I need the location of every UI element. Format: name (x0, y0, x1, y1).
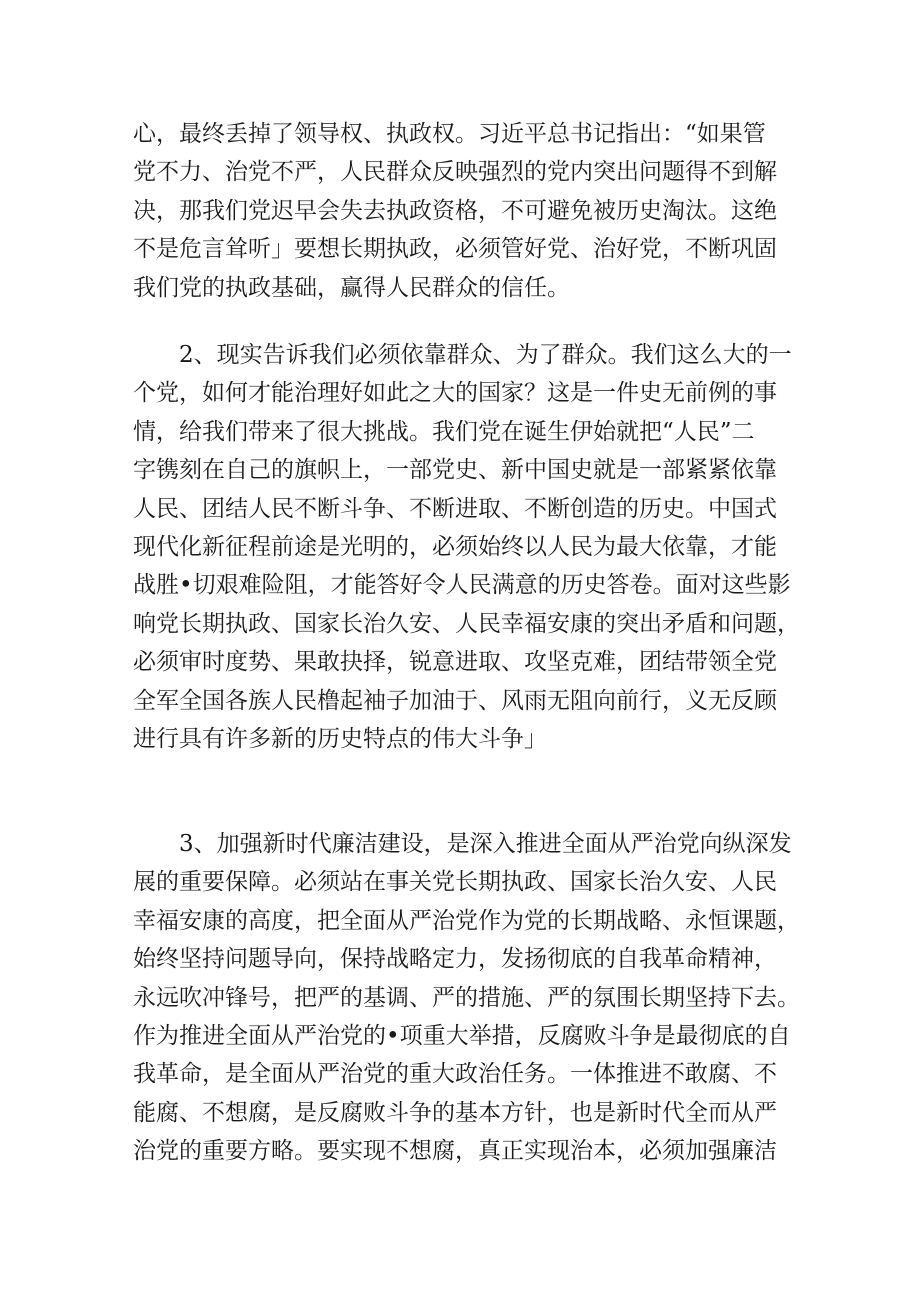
text-line: 党不力、治党不严，人民群众反映强烈的党内突出问题得不到解 (133, 159, 777, 186)
text-line: 个党，如何才能治理好如此之大的国家？这是一件史无前例的事 (133, 380, 777, 407)
paragraph-3 (133, 825, 803, 1171)
text-line: 始终坚持问题导向，保持战略定力，发扬彻底的自我革命精神， (133, 946, 777, 973)
text-line: 2、现实告诉我们必须依靠群众、为了群众。我们这么大的一 (179, 342, 792, 368)
paragraph-1 (133, 115, 803, 307)
text-line: 现代化新征程前途是光明的，必须始终以人民为最大依靠，才能 (133, 533, 777, 560)
text-line: 必须审时度势、果敢抉择，锐意进取、攻坚克难，团结带领全党 (133, 649, 777, 676)
text-line: 不是危言耸听」要想长期执政，必须管好党、治好党，不断巩固 (133, 236, 777, 263)
text-line: 战胜•切艰难险阻，才能答好令人民满意的历史答卷。面对这些影 (133, 572, 791, 599)
text-line: 能腐、不想腐，是反腐败斗争的基本方针，也是新时代全而从严 (133, 1099, 777, 1126)
text-line: 展的重要保障。必须站在事关党长期执政、国家长治久安、人民 (133, 869, 777, 896)
text-line: 心，最终丢掉了领导权、执政权。习近平总书记指出：“如果管 (133, 121, 766, 147)
text-line: 情，给我们带来了很大挑战。我们党在诞生伊始就把“人民”二 (133, 418, 755, 445)
text-line: 进行具有许多新的历史特点的伟大斗争」 (133, 725, 547, 752)
text-line: 幸福安康的高度，把全面从严治党作为党的长期战略、永恒课题， (133, 907, 800, 934)
text-line: 永远吹冲锋号，把严的基调、严的措施、严的氛围长期坚持下去。 (133, 984, 800, 1011)
text-line: 作为推进全面从严治党的•项重大举措，反腐败斗争是最彻底的自 (133, 1022, 791, 1049)
text-line: 响党长期执政、国家长治久安、人民幸福安康的突出矛盾和问题， (133, 610, 800, 637)
text-line: 字镌刻在自己的旗帜上，一部党史、新中国史就是一部紧紧依靠 (133, 457, 777, 484)
paragraph-2 (133, 336, 803, 758)
text-line: 全军全国各族人民橹起袖子加油于、风雨无阻向前行，义无反顾 (133, 687, 777, 714)
text-line: 3、加强新时代廉洁建设，是深入推进全面从严治党向纵深发 (179, 831, 792, 857)
text-line: 人民、团结人民不断斗争、不断进取、不断创造的历史。中国式 (133, 495, 777, 522)
text-line: 我们党的执政基础，赢得人民群众的信任。 (133, 274, 570, 301)
text-line: 治党的重要方略。要实现不想腐，真正实现治本，必须加强廉洁 (133, 1138, 777, 1165)
text-line: 决，那我们党迟早会失去执政资格，不可避免被历史淘汰。这绝 (133, 197, 777, 224)
text-line: 我革命，是全面从严治党的重大政治任务。一体推进不敢腐、不 (133, 1061, 777, 1088)
